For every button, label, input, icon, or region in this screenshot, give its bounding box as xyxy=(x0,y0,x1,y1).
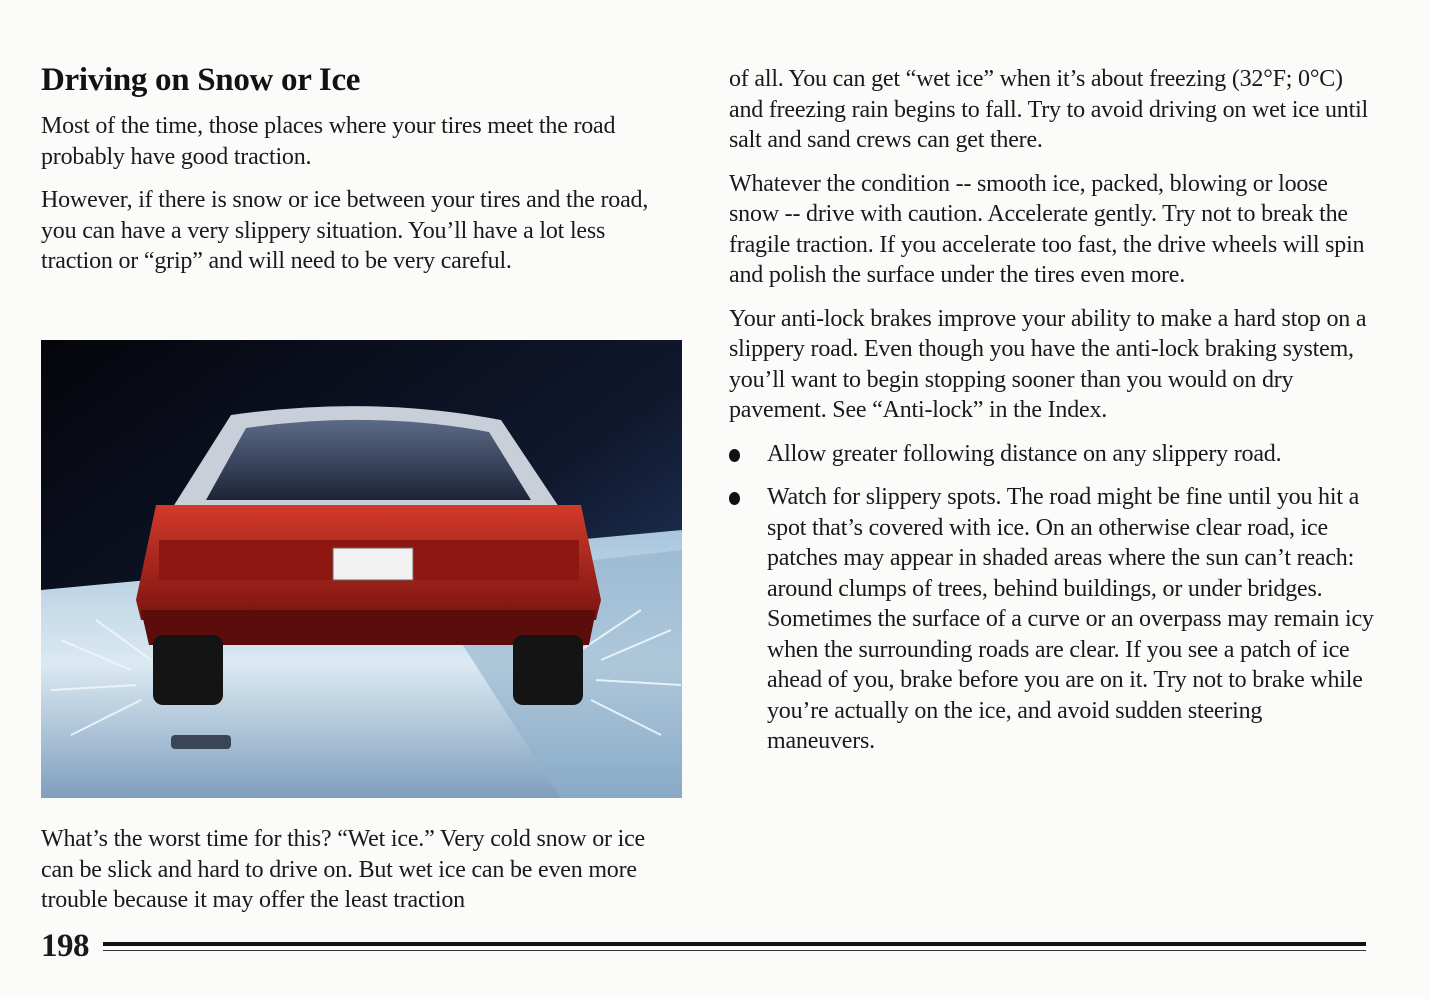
paragraph-caution: Whatever the condition -- smooth ice, packed, blowing or loose snow -- drive with caution. Accelerate gently. Try not to break the fragile traction. If you accelerate too fast, the drive wheels will spin and polish the surface under the tires even more. xyxy=(729,170,1365,288)
bullet-text: Allow greater following distance on any slippery road. xyxy=(767,440,1282,467)
right-rear-tire xyxy=(513,635,583,705)
right-column xyxy=(729,64,1374,770)
section-heading: Driving on Snow or Ice xyxy=(41,62,361,98)
paragraph-freezing: of all. You can get “wet ice” when it’s about freezing (32°F; 0°C) and freezing rain begins to fall. Try to avoid driving on wet ice until salt and sand crews can get there. xyxy=(729,66,1369,153)
list-item xyxy=(729,482,1374,757)
left-rear-tire xyxy=(153,635,223,705)
car-on-ice-illustration xyxy=(41,340,682,798)
car-on-ice-illustration-svg xyxy=(41,340,682,798)
bullet-text: Watch for slippery spots. The road might be fine until you hit a spot that’s covered with ice. On an otherwise clear road, ice patches may appear in shaded areas where the sun can’t reach: around clumps of trees, behind buildings, or under bridges. Sometimes the surface of a curve or an overpass may remain icy when the surrounding roads are clear. If you see a patch of ice ahead of you, brake before you are on it. Try not to brake while you’re actually on the ice, and avoid sudden steering maneuvers. xyxy=(767,484,1374,754)
page-number: 198 xyxy=(41,928,89,964)
left-column xyxy=(41,62,681,290)
paragraph-antilock: Your anti-lock brakes improve your ability to make a hard stop on a slippery road. Even though you have the anti-lock braking system, you’ll want to begin stopping sooner than you would on dry pavement. See “Anti-lock” in the Index. xyxy=(729,305,1367,423)
bullet-icon xyxy=(729,492,740,505)
list-item xyxy=(729,439,1374,470)
license-plate xyxy=(333,548,413,580)
bullet-icon xyxy=(729,449,740,462)
footer-rule xyxy=(103,942,1366,946)
paragraph-wet-ice: What’s the worst time for this? “Wet ice.” Very cold snow or ice can be slick and hard to drive on. But wet ice can be even more trouble because it may offer the least traction xyxy=(41,826,645,913)
car-reflection xyxy=(171,735,231,749)
page-footer xyxy=(41,928,1366,968)
rear-window xyxy=(206,420,531,500)
paragraph-slippery: However, if there is snow or ice between your tires and the road, you can have a very slippery situation. You’ll have a lot less traction or “grip” and will need to be very careful. xyxy=(41,187,649,274)
footer-rule-thin xyxy=(103,950,1366,951)
tips-list xyxy=(729,439,1374,757)
paragraph-traction: Most of the time, those places where your tires meet the road probably have good traction. xyxy=(41,113,616,170)
caption-block xyxy=(41,824,681,929)
